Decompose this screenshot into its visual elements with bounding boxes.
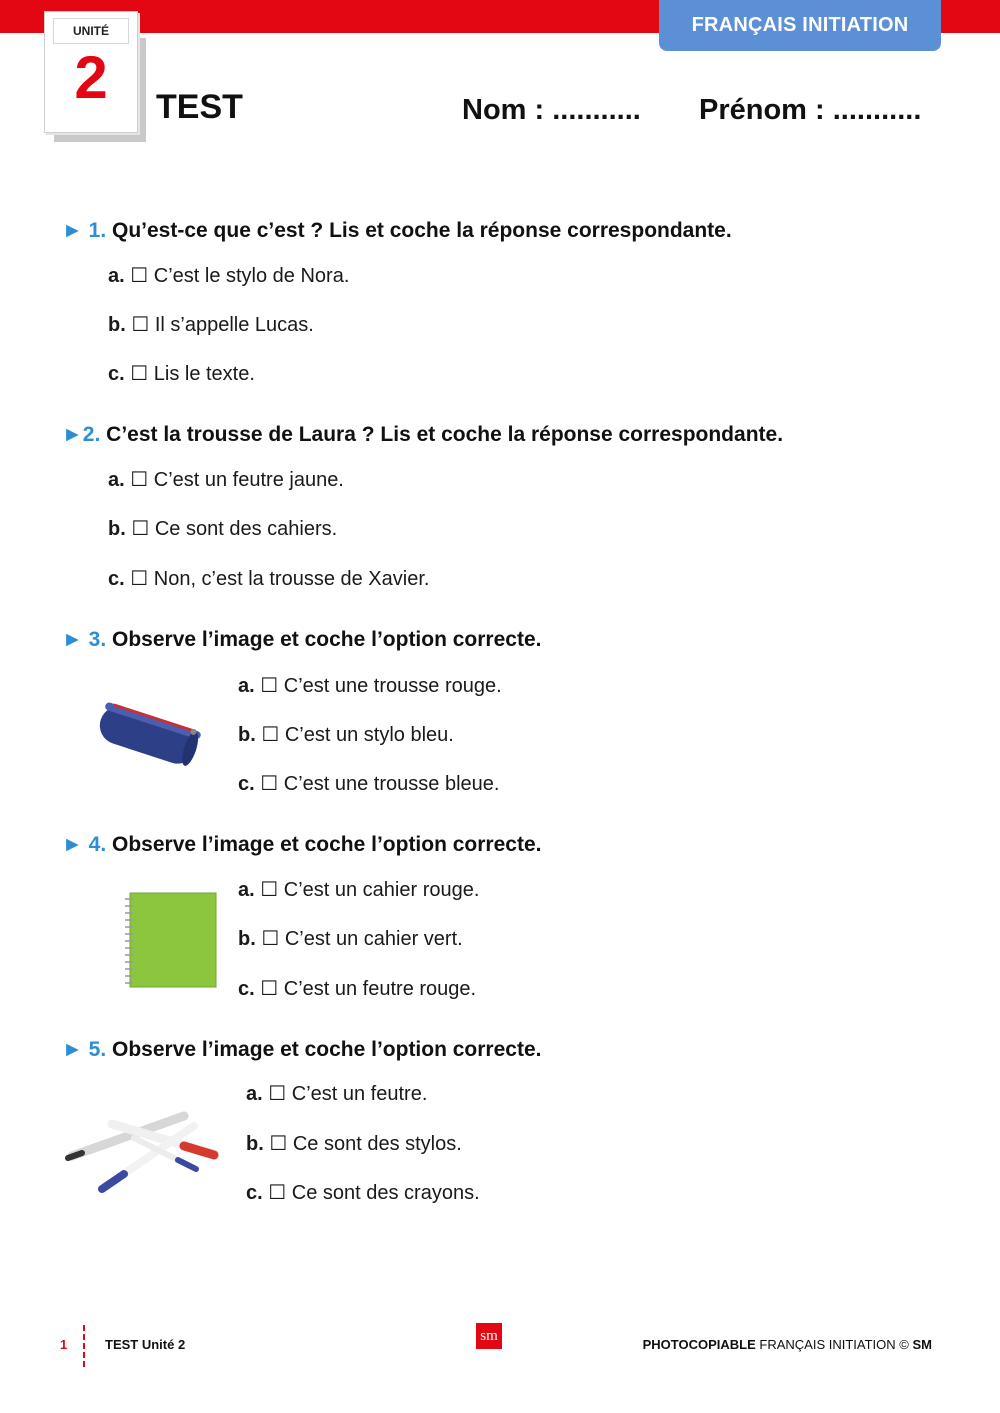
question-number: 2. (82, 423, 101, 446)
question-4 (62, 833, 541, 857)
question-5 (62, 1038, 541, 1062)
option-letter: c. (238, 978, 255, 1000)
arrow-icon: ► (62, 423, 83, 446)
checkbox-icon[interactable]: ☐ (130, 361, 149, 385)
option-letter: c. (108, 568, 125, 590)
option-5b[interactable] (246, 1131, 462, 1156)
photocopiable-label: PHOTOCOPIABLE (642, 1337, 756, 1352)
option-2a[interactable] (108, 467, 344, 492)
option-text: C’est une trousse rouge. (283, 675, 502, 697)
option-letter: a. (108, 265, 125, 287)
question-3 (62, 628, 541, 652)
option-letter: c. (246, 1182, 263, 1204)
question-text: Qu’est-ce que c’est ? Lis et coche la réponse correspondante. (112, 219, 732, 242)
option-letter: b. (108, 518, 126, 540)
option-2b[interactable] (108, 516, 337, 541)
unit-label: UNITÉ (53, 18, 129, 44)
page-number: 1 (60, 1337, 68, 1352)
option-letter: a. (238, 675, 255, 697)
option-5c[interactable] (246, 1180, 480, 1205)
option-text: C’est le stylo de Nora. (153, 265, 350, 287)
checkbox-icon[interactable]: ☐ (268, 1081, 287, 1105)
option-text: Ce sont des cahiers. (154, 518, 338, 540)
question-1 (62, 219, 732, 243)
question-text: Observe l’image et coche l’option correcte. (112, 833, 542, 856)
question-2 (62, 423, 783, 447)
option-text: C’est un feutre. (291, 1083, 428, 1105)
option-letter: b. (246, 1133, 264, 1155)
option-letter: a. (238, 879, 255, 901)
course-tab: FRANÇAIS INITIATION (659, 0, 941, 51)
option-text: C’est un feutre rouge. (283, 978, 477, 1000)
option-3a[interactable] (238, 673, 502, 698)
sm-logo: sm (476, 1323, 502, 1349)
question-number: 1. (88, 219, 107, 242)
arrow-icon: ► (62, 833, 83, 856)
option-text: C’est une trousse bleue. (283, 773, 500, 795)
option-2c[interactable] (108, 566, 429, 591)
option-text: Lis le texte. (153, 363, 255, 385)
footer-divider (83, 1325, 85, 1367)
arrow-icon: ► (62, 628, 83, 651)
checkbox-icon[interactable]: ☐ (261, 926, 280, 950)
question-text: C’est la trousse de Laura ? Lis et coche la réponse correspondante. (106, 423, 784, 446)
option-letter: a. (246, 1083, 263, 1105)
option-letter: b. (238, 928, 256, 950)
unit-badge (44, 11, 138, 133)
arrow-icon: ► (62, 1038, 83, 1061)
option-4c[interactable] (238, 976, 476, 1001)
checkbox-icon[interactable]: ☐ (130, 263, 149, 287)
option-text: Non, c’est la trousse de Xavier. (153, 568, 430, 590)
unit-number: 2 (74, 44, 108, 111)
checkbox-icon[interactable]: ☐ (268, 1180, 287, 1204)
option-text: C’est un stylo bleu. (284, 724, 454, 746)
name-field[interactable]: Nom : ........... (462, 94, 641, 126)
checkbox-icon[interactable]: ☐ (269, 1131, 288, 1155)
question-number: 5. (88, 1038, 107, 1061)
footer-copyright (643, 1337, 932, 1352)
option-3c[interactable] (238, 771, 499, 796)
notebook-image (124, 891, 218, 989)
course-label: FRANÇAIS INITIATION © (759, 1337, 909, 1352)
publisher-label: SM (912, 1337, 932, 1352)
option-text: Ce sont des crayons. (291, 1182, 480, 1204)
option-1c[interactable] (108, 361, 255, 386)
firstname-field[interactable]: Prénom : ........... (699, 94, 922, 126)
checkbox-icon[interactable]: ☐ (131, 516, 150, 540)
checkbox-icon[interactable]: ☐ (260, 976, 279, 1000)
option-text: Il s’appelle Lucas. (154, 314, 314, 336)
checkbox-icon[interactable]: ☐ (260, 877, 279, 901)
checkbox-icon[interactable]: ☐ (261, 722, 280, 746)
option-letter: b. (108, 314, 126, 336)
option-5a[interactable] (246, 1081, 427, 1106)
pencil-case-image (92, 698, 204, 774)
option-text: Ce sont des stylos. (292, 1133, 462, 1155)
question-number: 4. (88, 833, 107, 856)
option-letter: b. (238, 724, 256, 746)
question-text: Observe l’image et coche l’option correcte. (112, 628, 542, 651)
option-text: C’est un cahier rouge. (283, 879, 480, 901)
option-letter: c. (238, 773, 255, 795)
arrow-icon: ► (62, 219, 83, 242)
option-4b[interactable] (238, 926, 463, 951)
question-text: Observe l’image et coche l’option correcte. (112, 1038, 542, 1061)
option-letter: c. (108, 363, 125, 385)
option-3b[interactable] (238, 722, 454, 747)
question-number: 3. (88, 628, 107, 651)
option-1b[interactable] (108, 312, 314, 337)
option-4a[interactable] (238, 877, 479, 902)
option-letter: a. (108, 469, 125, 491)
checkbox-icon[interactable]: ☐ (130, 467, 149, 491)
footer-test-label: TEST Unité 2 (105, 1337, 186, 1352)
checkbox-icon[interactable]: ☐ (131, 312, 150, 336)
option-text: C’est un feutre jaune. (153, 469, 344, 491)
pens-image (64, 1108, 222, 1194)
checkbox-icon[interactable]: ☐ (130, 566, 149, 590)
checkbox-icon[interactable]: ☐ (260, 771, 279, 795)
checkbox-icon[interactable]: ☐ (260, 673, 279, 697)
page-title: TEST (156, 88, 243, 126)
option-1a[interactable] (108, 263, 349, 288)
option-text: C’est un cahier vert. (284, 928, 463, 950)
